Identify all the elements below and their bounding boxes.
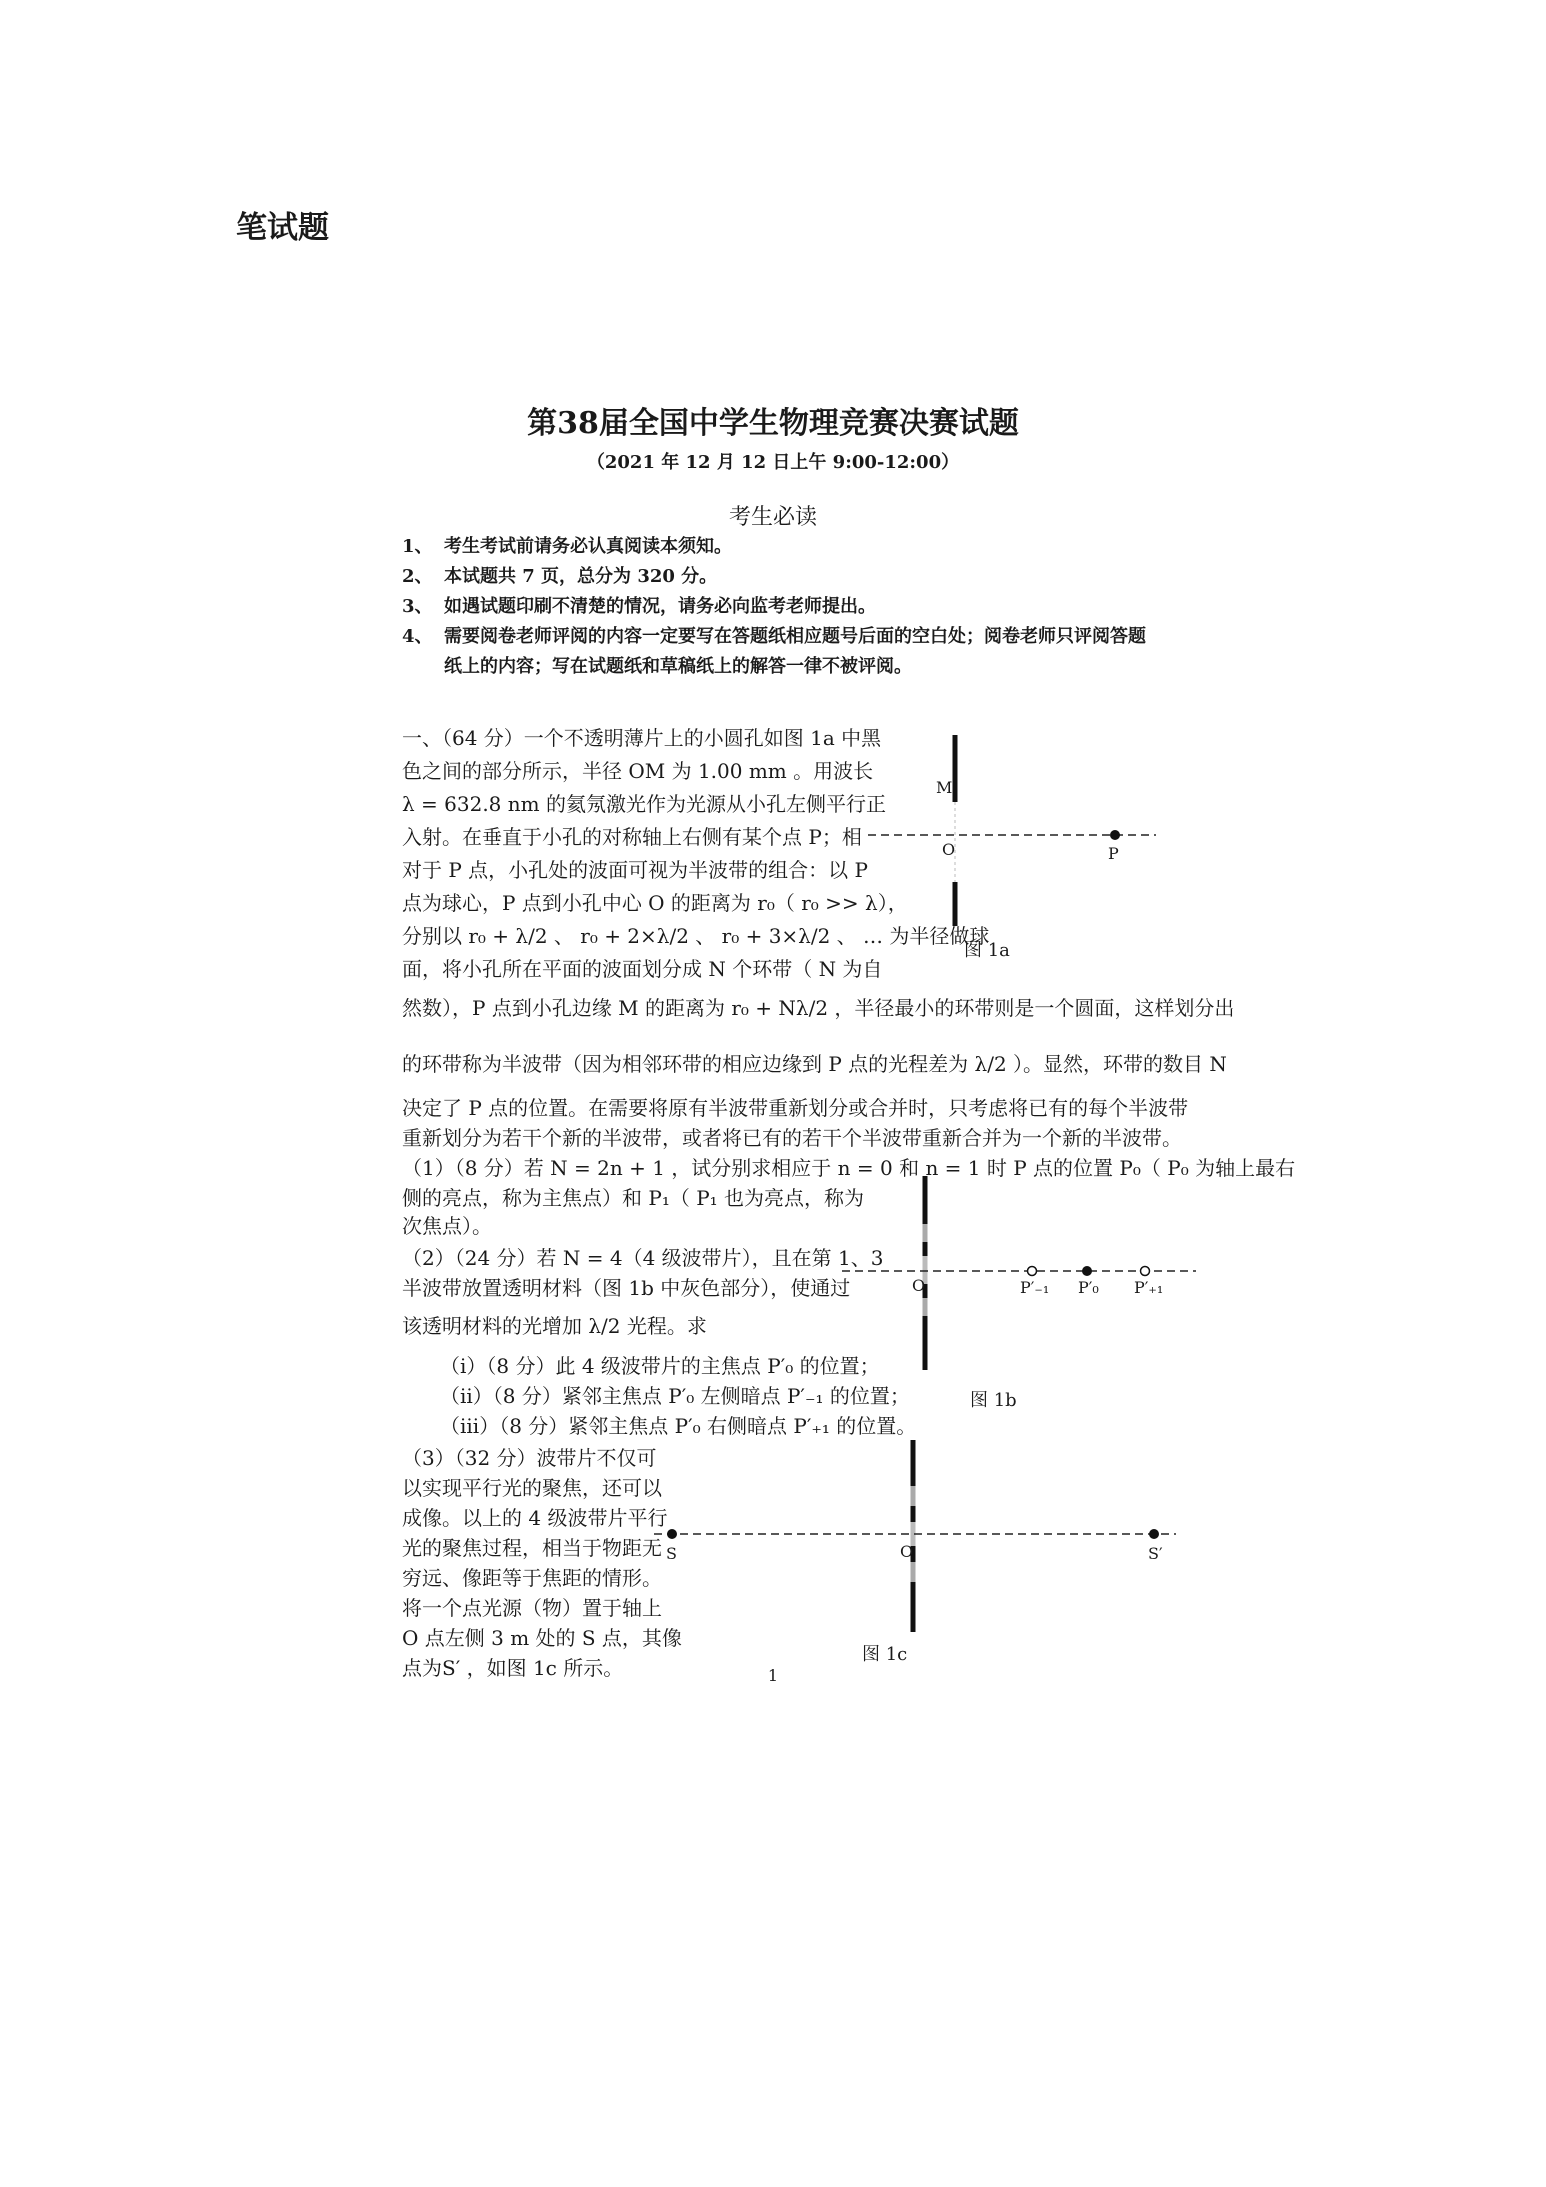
problem-line: 一、（64 分）一个不透明薄片上的小圆孔如图 1a 中黑 [402, 726, 882, 750]
label-o: O [912, 1276, 926, 1295]
problem-line: 然数），P 点到小孔边缘 M 的距离为 r₀ + Nλ/2 ，半径最小的环带则是一个圆面，这样划分出 [402, 996, 1235, 1020]
problem-line: 对于 P 点，小孔处的波面可视为半波带的组合：以 P [402, 858, 868, 882]
part1-line: 次焦点）。 [402, 1214, 492, 1238]
problem-line: 决定了 P 点的位置。在需要将原有半波带重新划分或合并时，只考虑将已有的每个半波带 [402, 1096, 1189, 1120]
page-number: 1 [767, 1666, 779, 1685]
figure-1b-caption: 图 1b [970, 1390, 1017, 1411]
notice-item: 纸上的内容；写在试题纸和草稿纸上的解答一律不被评阅。 [444, 656, 912, 677]
figure-1a [860, 730, 1160, 960]
page-heading: 笔试题 [236, 210, 329, 246]
part2-line: 半波带放置透明材料（图 1b 中灰色部分），使通过 [402, 1276, 851, 1300]
point-p-plus1-dot [1141, 1267, 1150, 1276]
figure-1c-caption: 图 1c [862, 1644, 908, 1665]
part3-line: 将一个点光源（物）置于轴上 [402, 1596, 662, 1620]
part2-line: （2）（24 分）若 N = 4（4 级波带片），且在第 1、3 [402, 1246, 884, 1270]
problem-line: 分别以 r₀ + λ/2 、 r₀ + 2×λ/2 、 r₀ + 3×λ/2 、 … 为半径做球 [402, 924, 990, 948]
problem-line: 的环带称为半波带（因为相邻环带的相应边缘到 P 点的光程差为 λ/2 ）。显然，环带的数目 N [402, 1052, 1227, 1076]
exam-title: 第38届全国中学生物理竞赛决赛试题 [527, 406, 1019, 441]
point-p-dot [1110, 830, 1120, 840]
notice-heading: 考生必读 [728, 505, 817, 530]
exam-date: （2021 年 12 月 12 日上午 9:00-12:00） [586, 452, 960, 473]
point-s-dot [667, 1529, 677, 1539]
problem-line: 点为球心，P 点到小孔中心 O 的距离为 r₀（ r₀ >> λ）， [402, 891, 908, 915]
part2-item: （i）（8 分）此 4 级波带片的主焦点 P′₀ 的位置； [440, 1354, 880, 1378]
part1-line: （1）（8 分）若 N = 2n + 1 ，试分别求相应于 n = 0 和 n = 1 时 P 点的位置 P₀（ P₀ 为轴上最右 [402, 1156, 1296, 1180]
label-p-minus1: P′₋₁ [1020, 1278, 1050, 1297]
label-p: P [1108, 844, 1119, 863]
problem-line: 色之间的部分所示，半径 OM 为 1.00 mm 。用波长 [402, 759, 874, 783]
label-m: M [936, 778, 953, 797]
part3-line: 穷远、像距等于焦距的情形。 [402, 1566, 662, 1590]
problem-line: 重新划分为若干个新的半波带，或者将已有的若干个半波带重新合并为一个新的半波带。 [402, 1126, 1182, 1150]
label-o: O [900, 1542, 914, 1561]
part3-line: 成像。以上的 4 级波带片平行 [402, 1506, 668, 1530]
figure-1b [840, 1176, 1200, 1416]
label-s-prime: S′ [1148, 1544, 1163, 1563]
label-p0: P′₀ [1078, 1278, 1099, 1297]
problem-line: λ = 632.8 nm 的氦氖激光作为光源从小孔左侧平行正 [402, 792, 886, 816]
figure-1c-diagram [650, 1440, 1180, 1670]
part3-line: （3）（32 分）波带片不仅可 [402, 1446, 657, 1470]
part3-line: 光的聚焦过程，相当于物距无 [402, 1536, 662, 1560]
point-s-prime-dot [1149, 1529, 1159, 1539]
notice-item: 3、 如遇试题印刷不清楚的情况，请务必向监考老师提出。 [402, 596, 876, 617]
part3-line: 以实现平行光的聚焦，还可以 [402, 1476, 662, 1500]
part2-line: 该透明材料的光增加 λ/2 光程。求 [402, 1314, 707, 1338]
part2-item: （iii）（8 分）紧邻主焦点 P′₀ 右侧暗点 P′₊₁ 的位置。 [440, 1414, 917, 1438]
problem-line: 入射。在垂直于小孔的对称轴上右侧有某个点 P；相 [402, 825, 862, 849]
figure-1a-caption: 图 1a [964, 940, 1010, 961]
notice-item: 1、 考生考试前请务必认真阅读本须知。 [402, 536, 732, 557]
notice-item: 2、 本试题共 7 页，总分为 320 分。 [402, 566, 718, 587]
problem-line: 面，将小孔所在平面的波面划分成 N 个环带（ N 为自 [402, 957, 883, 981]
label-p-plus1: P′₊₁ [1134, 1278, 1164, 1297]
label-o: O [942, 840, 956, 859]
point-p0-dot [1082, 1266, 1092, 1276]
part1-line: 侧的亮点，称为主焦点）和 P₁（ P₁ 也为亮点，称为 [402, 1186, 865, 1210]
point-p-minus1-dot [1028, 1267, 1037, 1276]
part2-item: （ii）（8 分）紧邻主焦点 P′₀ 左侧暗点 P′₋₁ 的位置； [440, 1384, 910, 1408]
notice-item: 4、 需要阅卷老师评阅的内容一定要写在答题纸相应题号后面的空白处；阅卷老师只评阅答题 [402, 626, 1146, 647]
label-s: S [666, 1544, 677, 1563]
part3-line: 点为S′ ，如图 1c 所示。 [402, 1656, 624, 1680]
part3-line: O 点左侧 3 m 处的 S 点，其像 [402, 1626, 682, 1650]
figure-1c [650, 1440, 1180, 1670]
